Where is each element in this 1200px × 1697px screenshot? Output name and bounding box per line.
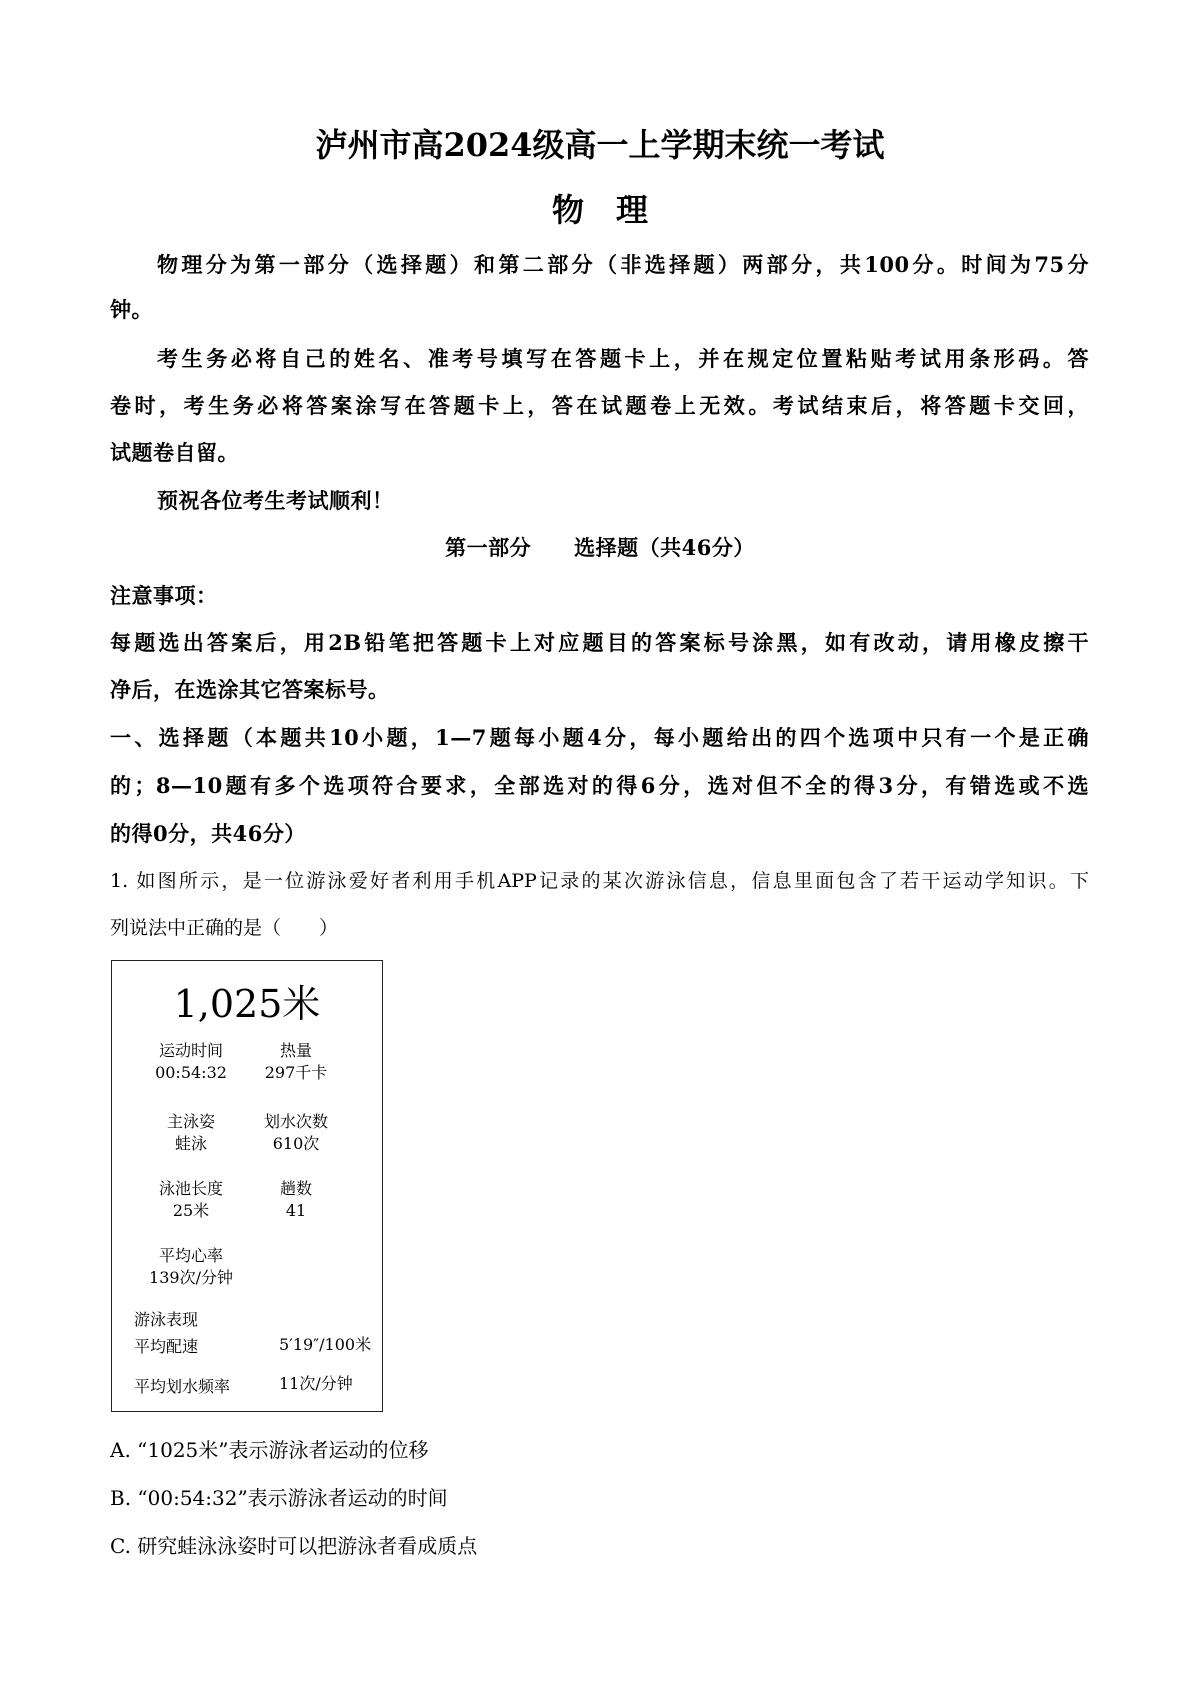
stat-label: 泳池长度 bbox=[158, 1179, 223, 1198]
stat-label: 平均心率 bbox=[158, 1246, 223, 1265]
notice-line-1: 每题选出答案后，用2B铅笔把答题卡上对应题目的答案标号涂黑，如有改动，请用橡皮擦干 bbox=[110, 630, 1089, 655]
notice-line-2: 净后，在选涂其它答案标号。 bbox=[110, 677, 390, 702]
section-instructions-line-3: 的得0分，共46分） bbox=[110, 821, 306, 846]
swim-record-card bbox=[111, 960, 383, 1412]
good-luck-text: 预祝各位考生考试顺利！ bbox=[157, 488, 394, 513]
swim-distance: 1,025米 bbox=[173, 982, 321, 1026]
stat-calories bbox=[221, 1040, 371, 1084]
subject-title: 物 理 bbox=[551, 191, 648, 229]
option-b: B. “00:54:32”表示游泳者运动的时间 bbox=[110, 1486, 448, 1510]
stat-stroke-count bbox=[221, 1111, 371, 1155]
stat-value: 297千卡 bbox=[264, 1063, 328, 1082]
question-1-stem-line-2: 列说法中正确的是（ ） bbox=[110, 917, 339, 939]
part1-heading: 第一部分 选择题（共46分） bbox=[445, 535, 755, 560]
stat-value: 139次/分钟 bbox=[149, 1268, 233, 1287]
stroke-rate-label: 平均划水频率 bbox=[134, 1377, 231, 1396]
intro-paragraph-1-line-1: 物理分为第一部分（选择题）和第二部分（非选择题）两部分，共100分。时间为75分 bbox=[157, 252, 1089, 277]
intro-paragraph-2-line-3: 试题卷自留。 bbox=[110, 440, 239, 465]
stat-label: 主泳姿 bbox=[166, 1112, 215, 1131]
option-c: C. 研究蛙泳泳姿时可以把游泳者看成质点 bbox=[110, 1534, 478, 1558]
intro-paragraph-1-line-2: 钟。 bbox=[110, 297, 153, 322]
pace-value: 5′19″/100米 bbox=[279, 1335, 372, 1354]
performance-title: 游泳表现 bbox=[134, 1310, 199, 1329]
exam-title: 泸州市高2024级高一上学期末统一考试 bbox=[315, 126, 885, 164]
stat-value: 610次 bbox=[272, 1134, 320, 1153]
intro-paragraph-2-line-2: 卷时，考生务必将答案涂写在答题卡上，答在试题卷上无效。考试结束后，将答题卡交回， bbox=[110, 393, 1089, 418]
section-instructions-line-1: 一、选择题（本题共10小题，1—7题每小题4分，每小题给出的四个选项中只有一个是正确 bbox=[110, 725, 1089, 750]
stat-value: 00:54:32 bbox=[155, 1063, 227, 1082]
option-a: A. “1025米”表示游泳者运动的位移 bbox=[110, 1438, 429, 1462]
stat-value: 蛙泳 bbox=[174, 1134, 207, 1153]
stat-value: 41 bbox=[285, 1201, 307, 1220]
stat-avg-heart-rate bbox=[116, 1245, 266, 1289]
question-1-stem-line-1: 1. 如图所示，是一位游泳爱好者利用手机APP记录的某次游泳信息，信息里面包含了若干运动学知识。下 bbox=[110, 870, 1089, 892]
notice-label: 注意事项： bbox=[110, 583, 218, 608]
pace-label: 平均配速 bbox=[134, 1337, 199, 1356]
stat-label: 划水次数 bbox=[263, 1112, 328, 1131]
section-instructions-line-2: 的；8—10题有多个选项符合要求，全部选对的得6分，选对但不全的得3分，有错选或不选 bbox=[110, 773, 1089, 798]
stat-label: 热量 bbox=[279, 1041, 312, 1060]
stroke-rate-value: 11次/分钟 bbox=[279, 1374, 353, 1393]
stat-value: 25米 bbox=[172, 1201, 210, 1220]
stat-label: 趟数 bbox=[279, 1179, 312, 1198]
intro-paragraph-2-line-1: 考生务必将自己的姓名、准考号填写在答题卡上，并在规定位置粘贴考试用条形码。答 bbox=[157, 346, 1089, 371]
stat-laps bbox=[221, 1178, 371, 1222]
stat-label: 运动时间 bbox=[158, 1041, 223, 1060]
